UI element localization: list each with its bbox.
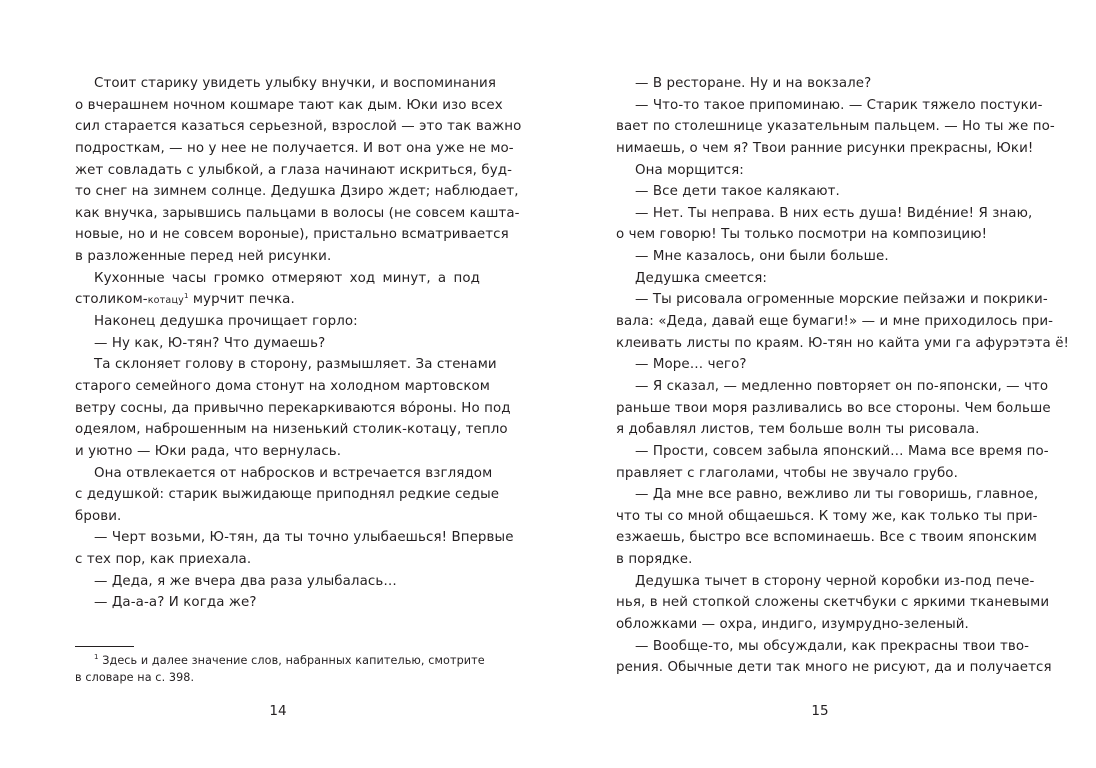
text-line: раньше твои моря разливались во все стороны. Чем больше <box>616 400 1051 416</box>
text-line: — Прости, совсем забыла японский… Мама все время по- <box>635 443 1049 459</box>
footnote-line <box>75 652 485 669</box>
text-line: вает по столешнице указательным пальцем. — Но ты же по- <box>616 119 1055 135</box>
text-line: — Вообще-то, мы обсуждали, как прекрасны твои тво- <box>635 638 1030 654</box>
text-line: — Черт возьми, Ю-тян, да ты точно улыбаешься! Впервые <box>94 530 514 546</box>
text-line: Та склоняет голову в сторону, размышляет. За стенами <box>94 357 497 373</box>
text-line: — Все дети такое калякают. <box>635 184 840 200</box>
text-line: — Да мне все равно, вежливо ли ты говоришь, главное, <box>635 487 1039 503</box>
text-line: брови. <box>75 508 122 524</box>
text-line: старого семейного дома стонут на холодном мартовском <box>75 378 491 394</box>
footnote-text: Здесь и далее значение слов, набранных капителью, смотрите <box>98 654 485 667</box>
footnote-reference[interactable]: 1 <box>183 292 189 301</box>
text-line: — Море… чего? <box>635 357 747 373</box>
footnote <box>75 652 485 686</box>
text-line: вала: «Деда, давай еще бумаги!» — и мне приходилось при- <box>616 314 1054 330</box>
text-line: правляет с глаголами, чтобы не звучало грубо. <box>616 465 958 481</box>
text-line: новые, но и не совсем вороные), пристально всматривается <box>75 227 509 243</box>
text-line: — Нет. Ты неправа. В них есть душа! Виде́ние! Я знаю, <box>635 205 1033 221</box>
text-line: то снег на зимнем солнце. Дедушка Дзиро ждет; наблюдает, <box>75 184 519 200</box>
text-line: езжаешь, быстро все вспоминаешь. Все с твоим японским <box>616 530 1037 546</box>
smallcaps-term: котацу <box>147 295 184 307</box>
text-fragment: столиком- <box>75 292 148 308</box>
text-line: подросткам, — но у нее не получается. И вот она уже не мо- <box>75 140 514 156</box>
text-line: в порядке. <box>616 552 693 568</box>
text-line: нимаешь, о чем я? Твои ранние рисунки прекрасны, Юки! <box>616 140 1034 156</box>
text-line: — Мне казалось, они были больше. <box>635 249 889 265</box>
text-line: и уютно — Юки рада, что вернулась. <box>75 443 342 459</box>
text-fragment: мурчит печка. <box>188 292 295 308</box>
text-line: Дедушка тычет в сторону черной коробки из-под пече- <box>635 573 1035 589</box>
text-line: с тех пор, как приехала. <box>75 552 252 568</box>
text-line: Наконец дедушка прочищает горло: <box>94 314 358 330</box>
right-page-body <box>616 73 1070 679</box>
text-line: Она морщится: <box>635 162 744 178</box>
text-line: ветру сосны, да привычно перекаркиваются вóроны. Но под <box>75 400 511 416</box>
text-line: сил старается казаться серьезной, взрослой — это так важно <box>75 119 522 135</box>
text-line: в разложенные перед ней рисунки. <box>75 249 332 265</box>
text-line: клеивать листы по краям. Ю-тян но кайта уми га афурэтэта ё! <box>616 335 1070 351</box>
text-line <box>75 289 480 311</box>
text-line: о вчерашнем ночном кошмаре тают как дым. Юки изо всех <box>75 97 503 113</box>
text-line: одеялом, наброшенным на низенький столик-котацу, тепло <box>75 422 508 438</box>
footnote-line: в словаре на с. 398. <box>75 671 195 684</box>
text-line: — Да-а-а? И когда же? <box>94 595 257 611</box>
text-line: я добавлял листов, тем больше волн ты рисовала. <box>616 422 980 438</box>
page-number-left: 14 <box>269 703 287 719</box>
text-line: обложками — охра, индиго, изумрудно-зеленый. <box>616 617 969 633</box>
footnote-marker: 1 <box>94 653 99 661</box>
footnote-divider <box>75 646 134 647</box>
left-page-body <box>75 73 522 614</box>
text-line: Стоит старику увидеть улыбку внучки, и воспоминания <box>94 76 497 91</box>
text-line: что ты со мной общаешься. К тому же, как только ты при- <box>616 508 1038 524</box>
page-number-right: 15 <box>811 703 829 719</box>
text-line: — Ты рисовала огроменные морские пейзажи и покрики- <box>635 292 1048 308</box>
text-line: — Деда, я же вчера два раза улыбалась… <box>94 573 397 589</box>
text-line: Она отвлекается от набросков и встречается взглядом <box>94 465 493 481</box>
text-line: жет совладать с улыбкой, а глаза начинают искриться, буд- <box>75 162 513 178</box>
text-line: о чем говорю! Ты только посмотри на композицию! <box>616 227 988 243</box>
text-line: как внучка, зарывшись пальцами в волосы (не совсем кашта- <box>75 205 520 221</box>
text-line: — Что-то такое припоминаю. — Старик тяжело постуки- <box>635 97 1043 113</box>
text-line: с дедушкой: старик выжидающе приподнял редкие седые <box>75 487 500 503</box>
text-line: Кухонные часы громко отмеряют ход минут, а под <box>94 270 480 286</box>
text-line: — Я сказал, — медленно повторяет он по-японски, — что <box>635 378 1049 394</box>
text-line: Дедушка смеется: <box>635 270 767 286</box>
text-line: — В ресторане. Ну и на вокзале? <box>635 76 872 91</box>
text-line: — Ну как, Ю-тян? Что думаешь? <box>94 335 326 351</box>
text-line: рения. Обычные дети так много не рисуют, да и получается <box>616 660 1052 676</box>
text-line: нья, в ней стопкой сложены скетчбуки с яркими тканевыми <box>616 595 1050 611</box>
